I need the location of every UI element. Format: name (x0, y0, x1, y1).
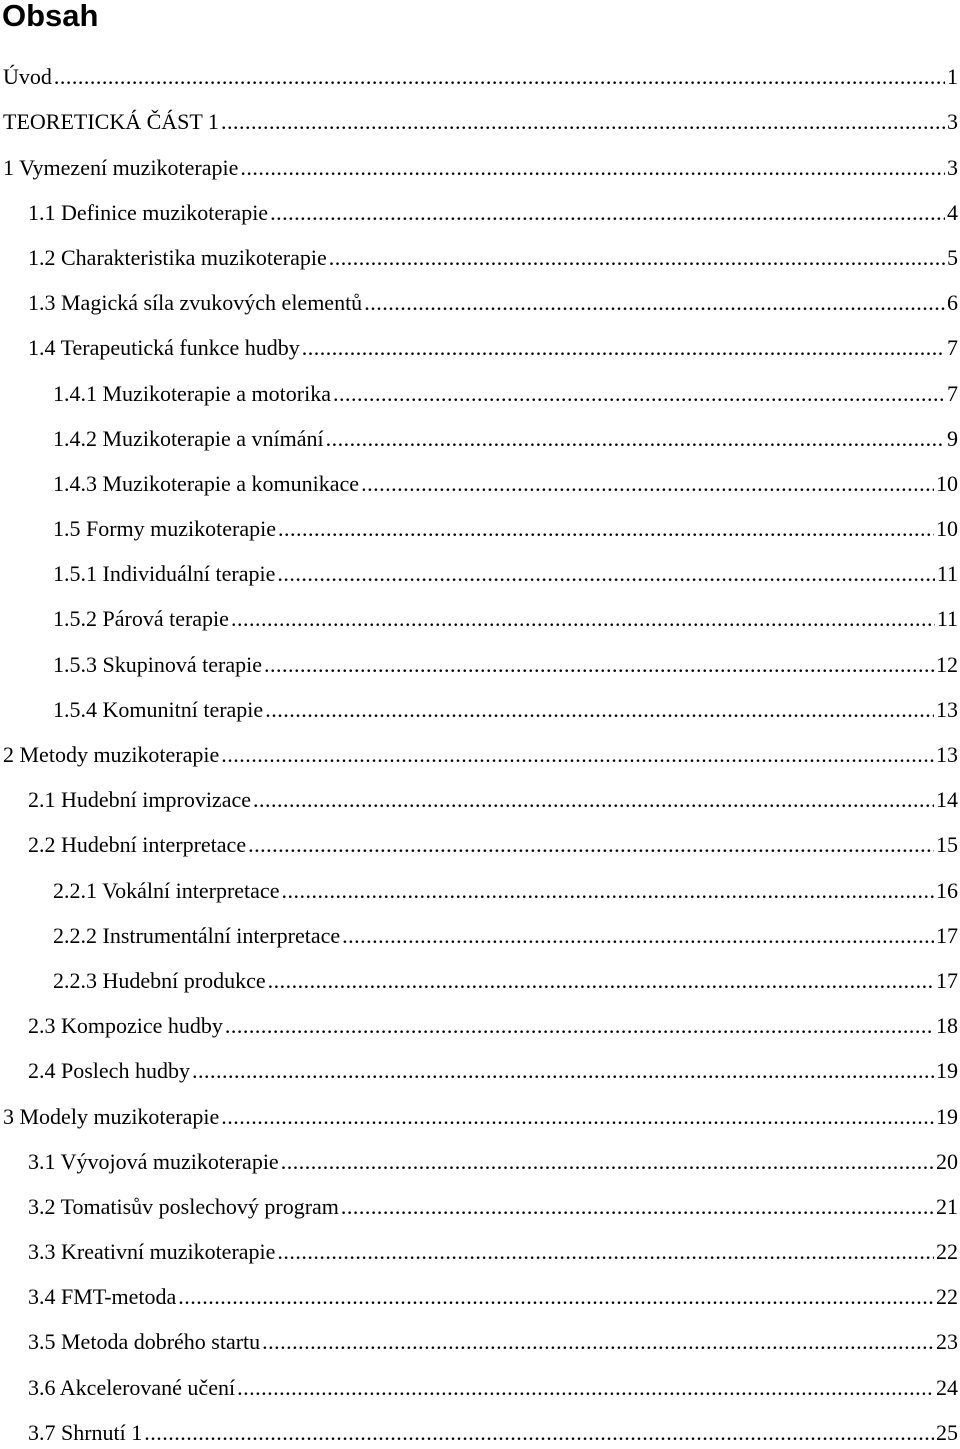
toc-entry-page: 18 (936, 1013, 958, 1039)
toc-dot-leader (361, 471, 934, 500)
toc-entry-page: 12 (936, 651, 958, 677)
toc-entry-page: 10 (936, 470, 958, 496)
toc-dot-leader (221, 109, 945, 138)
toc-entry-page: 25 (936, 1419, 958, 1445)
toc-entry-label: 2.2.1 Vokální interpretace (53, 877, 280, 903)
toc-dot-leader (302, 335, 945, 364)
toc-dot-leader (221, 1104, 934, 1133)
toc-entry-label: Úvod (3, 64, 52, 90)
toc-entry-page: 7 (947, 380, 958, 406)
toc-entry[interactable] (0, 500, 960, 545)
toc-entry-page: 5 (947, 244, 958, 270)
toc-entry-page: 17 (936, 922, 958, 948)
toc-entry-label: 3.4 FMT-metoda (28, 1284, 177, 1310)
toc-entry[interactable] (0, 545, 960, 590)
toc-entry-label: 1.2 Charakteristika muzikoterapie (28, 244, 327, 270)
toc-dot-leader (192, 1058, 934, 1087)
toc-dot-leader (268, 968, 934, 997)
toc-dot-leader (342, 923, 934, 952)
toc-entry-label: 1.5 Formy muzikoterapie (53, 516, 277, 542)
toc-dot-leader (277, 561, 934, 590)
toc-entry-label: 1.1 Definice muzikoterapie (28, 199, 269, 225)
toc-entry-page: 1 (947, 64, 958, 90)
toc-entry[interactable] (0, 319, 960, 364)
toc-entry-label: 1.5.1 Individuální terapie (53, 561, 276, 587)
toc-entry-label: 3.7 Shrnutí 1 (28, 1419, 143, 1445)
toc-entry-page: 16 (936, 877, 958, 903)
toc-entry-page: 21 (936, 1193, 958, 1219)
toc-entry-page: 14 (936, 787, 958, 813)
toc-dot-leader (333, 381, 945, 410)
toc-entry-page: 9 (947, 425, 958, 451)
toc-entry-label: 1.4 Terapeutická funkce hudby (28, 335, 300, 361)
toc-dot-leader (178, 1284, 934, 1313)
toc-dot-leader (240, 155, 945, 184)
toc-entry-label: 2.3 Kompozice hudby (28, 1013, 223, 1039)
toc-entry-label: 2.1 Hudební improvizace (28, 787, 251, 813)
toc-entry-label: 3.3 Kreativní muzikoterapie (28, 1239, 276, 1265)
toc-entry-label: 2.2.3 Hudební produkce (53, 967, 266, 993)
toc-dot-leader (364, 290, 945, 319)
toc-entry[interactable] (0, 816, 960, 861)
toc-dot-leader (281, 1149, 934, 1178)
page-title: Obsah (2, 0, 99, 33)
toc-entry[interactable] (0, 590, 960, 635)
toc-dot-leader (329, 245, 945, 274)
toc-entry-page: 3 (947, 154, 958, 180)
toc-dot-leader (270, 200, 945, 229)
toc-entry-label: 2.4 Poslech hudby (28, 1058, 190, 1084)
toc-entry[interactable] (0, 1404, 960, 1449)
toc-entry[interactable] (0, 861, 960, 906)
toc-entry[interactable] (0, 1223, 960, 1268)
toc-entry-label: 1.4.3 Muzikoterapie a komunikace (53, 470, 360, 496)
toc-entry-page: 13 (936, 696, 958, 722)
toc-entry[interactable] (0, 952, 960, 997)
toc-entry-label: 1.3 Magická síla zvukových elementů (28, 290, 363, 316)
toc-dot-leader (144, 1420, 934, 1449)
toc-dot-leader (341, 1194, 934, 1223)
toc-entry-page: 4 (947, 199, 958, 225)
toc-dot-leader (264, 652, 934, 681)
toc-entry-label: 3.2 Tomatisův poslechový program (28, 1193, 339, 1219)
toc-entry[interactable] (0, 229, 960, 274)
toc-dot-leader (221, 742, 934, 771)
toc-entry[interactable] (0, 635, 960, 680)
toc-entry[interactable] (0, 1178, 960, 1223)
toc-entry[interactable] (0, 1358, 960, 1403)
toc-entry[interactable] (0, 274, 960, 319)
toc-entry-page: 24 (936, 1374, 958, 1400)
toc-entry[interactable] (0, 771, 960, 816)
toc-entry-label: 2.2.2 Instrumentální interpretace (53, 922, 341, 948)
toc-entry-page: 13 (936, 742, 958, 767)
toc-entry-label: 1.5.4 Komunitní terapie (53, 696, 264, 722)
toc-dot-leader (237, 1375, 934, 1404)
toc-entry-label: 1.4.2 Muzikoterapie a vnímání (53, 425, 324, 451)
toc-entry-label: 3.1 Vývojová muzikoterapie (28, 1148, 279, 1174)
toc-entry-label: 3.6 Akcelerované učení (28, 1374, 236, 1400)
toc-entry-page: 20 (936, 1148, 958, 1174)
toc-entry-page: 11 (936, 606, 958, 632)
toc-dot-leader (277, 1239, 934, 1268)
toc-entry-label: 2 Metody muzikoterapie (3, 742, 220, 767)
toc-entry[interactable] (0, 1133, 960, 1178)
toc-dot-leader (262, 1329, 934, 1358)
toc-entry-page: 23 (936, 1329, 958, 1355)
toc-dot-leader (248, 832, 934, 861)
toc-entry-label: 1 Vymezení muzikoterapie (3, 154, 239, 180)
toc-entry[interactable] (0, 184, 960, 229)
toc-entry[interactable] (0, 726, 960, 771)
toc-entry-page: 7 (947, 335, 958, 361)
toc-entry-page: 17 (936, 967, 958, 993)
toc-dot-leader (225, 1013, 934, 1042)
table-of-contents (0, 48, 960, 1449)
toc-dot-leader (253, 787, 934, 816)
toc-entry-page: 22 (936, 1284, 958, 1310)
toc-entry[interactable] (0, 48, 960, 93)
toc-entry-page: 3 (947, 109, 958, 135)
toc-entry[interactable] (0, 681, 960, 726)
toc-entry[interactable] (0, 1313, 960, 1358)
toc-dot-leader (326, 426, 945, 455)
toc-entry-label: 3 Modely muzikoterapie (3, 1103, 220, 1129)
toc-entry[interactable] (0, 1268, 960, 1313)
toc-entry-page: 19 (936, 1058, 958, 1084)
toc-entry-label: 1.5.2 Párová terapie (53, 606, 229, 632)
toc-entry-page: 15 (936, 832, 958, 858)
toc-entry-page: 11 (936, 561, 958, 587)
toc-entry[interactable] (0, 93, 960, 138)
toc-dot-leader (54, 64, 945, 93)
toc-dot-leader (231, 606, 935, 635)
toc-entry-label: 2.2 Hudební interpretace (28, 832, 247, 858)
toc-entry-label: 1.5.3 Skupinová terapie (53, 651, 262, 677)
toc-entry[interactable] (0, 1042, 960, 1087)
toc-entry[interactable] (0, 138, 960, 183)
toc-entry-page: 22 (936, 1239, 958, 1265)
toc-entry[interactable] (0, 907, 960, 952)
toc-entry[interactable] (0, 997, 960, 1042)
toc-dot-leader (278, 516, 934, 545)
toc-entry-page: 19 (936, 1103, 958, 1129)
toc-entry[interactable] (0, 455, 960, 500)
toc-entry-page: 10 (936, 516, 958, 542)
toc-entry[interactable] (0, 1087, 960, 1132)
toc-entry[interactable] (0, 364, 960, 409)
toc-entry-label: 3.5 Metoda dobrého startu (28, 1329, 261, 1355)
toc-entry-page: 6 (947, 290, 958, 316)
toc-entry-label: TEORETICKÁ ČÁST 1 (3, 109, 219, 135)
toc-dot-leader (265, 697, 934, 726)
toc-dot-leader (281, 878, 934, 907)
toc-entry-label: 1.4.1 Muzikoterapie a motorika (53, 380, 331, 406)
toc-entry[interactable] (0, 410, 960, 455)
